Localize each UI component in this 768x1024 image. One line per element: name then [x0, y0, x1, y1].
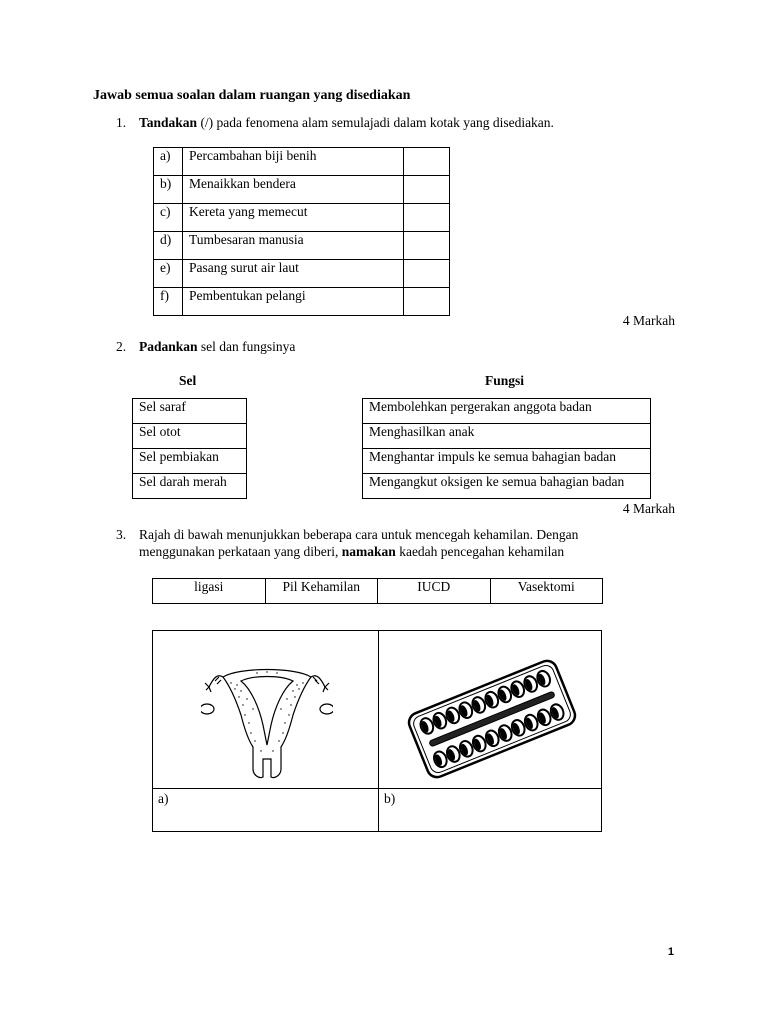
q1-row-text: Percambahan biji benih [183, 148, 404, 176]
q3-line1: Rajah di bawah menunjukkan beberapa cara untuk mencegah kehamilan. Dengan [139, 527, 579, 542]
uterus-illustration [201, 659, 333, 784]
table-row [154, 232, 450, 260]
table-row [363, 424, 651, 449]
q1-prompt [139, 115, 554, 131]
q2-keyword: Padankan [139, 339, 198, 354]
word-bank-table [152, 578, 603, 604]
q3-line2 [139, 544, 564, 560]
q3-line2-pre: menggunakan perkataan yang diberi, [139, 544, 342, 559]
q1-keyword: Tandakan [139, 115, 198, 130]
table-row [133, 399, 247, 424]
table-row [133, 449, 247, 474]
q2-prompt [139, 339, 295, 355]
table-row [154, 148, 450, 176]
q1-text: (/) pada fenomena alam semulajadi dalam kotak yang disediakan. [197, 115, 554, 130]
q3-image-grid [152, 630, 602, 832]
q1-tick-box[interactable] [404, 288, 450, 316]
table-row [133, 474, 247, 499]
q1-tick-box[interactable] [404, 232, 450, 260]
q1-table [153, 147, 450, 316]
q1-row-label: e) [154, 260, 183, 288]
table-row [363, 399, 651, 424]
answer-label-b: b) [384, 791, 396, 806]
q1-tick-box[interactable] [404, 260, 450, 288]
q2-text: sel dan fungsinya [197, 339, 296, 354]
q1-row-text: Kereta yang memecut [183, 204, 404, 232]
table-row [363, 449, 651, 474]
fungsi-cell[interactable]: Menghasilkan anak [363, 424, 651, 449]
table-row [363, 474, 651, 499]
q1-row-text: Menaikkan bendera [183, 176, 404, 204]
word-cell: Vasektomi [490, 579, 603, 604]
sel-cell[interactable]: Sel otot [133, 424, 247, 449]
fungsi-column-header: Fungsi [485, 373, 525, 388]
word-cell: ligasi [153, 579, 266, 604]
table-row [154, 176, 450, 204]
fungsi-cell[interactable]: Mengangkut oksigen ke semua bahagian badan [363, 474, 651, 499]
answer-label-a: a) [158, 791, 169, 806]
table-row [154, 260, 450, 288]
sel-column-header: Sel [179, 373, 197, 388]
q3-line2-post: kaedah pencegahan kehamilan [395, 544, 565, 559]
table-row [154, 288, 450, 316]
q1-row-text: Tumbesaran manusia [183, 232, 404, 260]
q1-row-label: a) [154, 148, 183, 176]
sel-cell[interactable]: Sel darah merah [133, 474, 247, 499]
q1-row-label: d) [154, 232, 183, 260]
q1-marks: 4 Markah [622, 313, 675, 328]
sel-cell[interactable]: Sel pembiakan [133, 449, 247, 474]
q1-tick-box[interactable] [404, 204, 450, 232]
table-row [153, 579, 603, 604]
fungsi-cell[interactable]: Membolehkan pergerakan anggota badan [363, 399, 651, 424]
page-number: 1 [667, 946, 674, 958]
q3-number: 3. [116, 527, 127, 542]
q2-number: 2. [116, 339, 127, 354]
q1-row-text: Pasang surut air laut [183, 260, 404, 288]
q1-tick-box[interactable] [404, 176, 450, 204]
pill-pack-illustration [407, 655, 577, 783]
word-cell: IUCD [378, 579, 491, 604]
q1-row-label: c) [154, 204, 183, 232]
table-row [154, 204, 450, 232]
answer-field-b[interactable] [379, 789, 601, 831]
q1-row-text: Pembentukan pelangi [183, 288, 404, 316]
q1-number: 1. [116, 115, 127, 130]
sel-table [132, 398, 247, 499]
word-cell: Pil Kehamilan [265, 579, 378, 604]
answer-field-a[interactable] [153, 789, 378, 831]
table-row [133, 424, 247, 449]
sel-cell[interactable]: Sel saraf [133, 399, 247, 424]
q1-row-label: b) [154, 176, 183, 204]
q1-row-label: f) [154, 288, 183, 316]
q2-marks: 4 Markah [622, 501, 675, 516]
fungsi-table [362, 398, 651, 499]
fungsi-cell[interactable]: Menghantar impuls ke semua bahagian badan [363, 449, 651, 474]
q3-keyword: namakan [341, 544, 396, 559]
q1-tick-box[interactable] [404, 148, 450, 176]
instruction: Jawab semua soalan dalam ruangan yang disediakan [93, 88, 411, 103]
